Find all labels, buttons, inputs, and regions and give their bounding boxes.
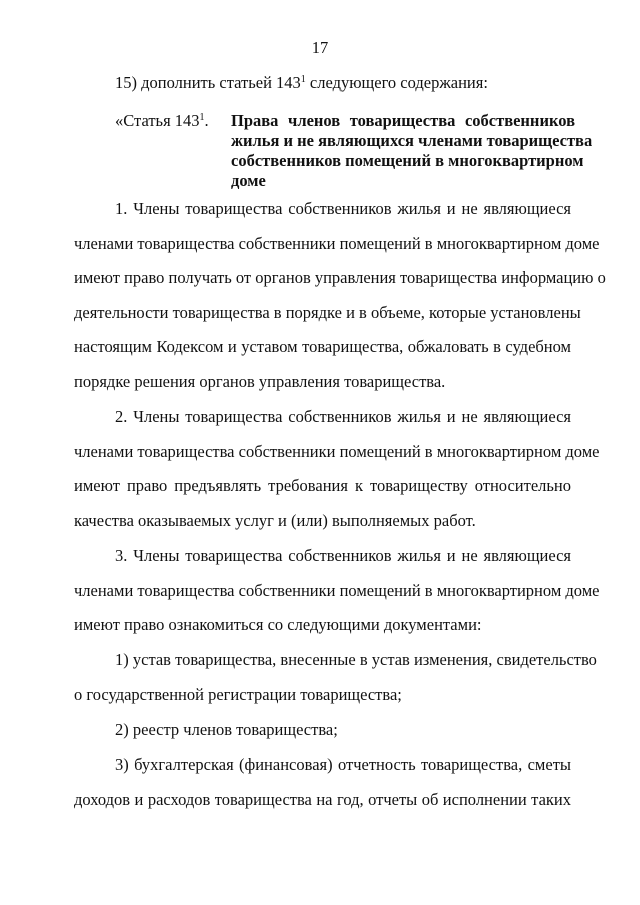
paragraph-line: имеют право предъявлять требования к товариществу относительно [74,476,571,496]
article-label [115,111,209,131]
article-title-line: собственников помещений в многоквартирном [231,151,584,170]
article-title-line: Права членов товарищества собственников [231,111,575,130]
amendment-intro [115,73,488,93]
paragraph-line: о государственной регистрации товарищества; [74,684,402,704]
article-title-line: жилья и не являющихся членами товарищества [231,131,593,150]
paragraph-line: 2. Члены товарищества собственников жилья и не являющиеся [115,407,571,426]
intro-superscript: 1 [300,74,306,85]
article-title [231,111,593,191]
paragraph-line: порядке решения органов управления товарищества. [74,371,446,391]
paragraph-line: членами товарищества собственники помещений в многоквартирном доме [74,580,600,600]
article-label-after: . [204,111,209,130]
paragraph-line: имеют право получать от органов управления товарищества информацию о [74,268,606,288]
list-item-1 [74,643,597,712]
article-label-before: «Статья 143 [115,111,200,130]
paragraph-line: членами товарищества собственники помещений в многоквартирном доме [74,441,600,461]
paragraph-line: доходов и расходов товарищества на год, отчеты об исполнении таких [74,789,571,809]
list-item-2 [74,713,571,748]
intro-text-after: следующего содержания: [305,73,488,92]
paragraph-line: имеют право ознакомиться со следующими документами: [74,615,482,635]
paragraph-line: членами товарищества собственники помещений в многоквартирном доме [74,233,600,253]
paragraph-line: 1) устав товарищества, внесенные в устав изменения, свидетельство [115,650,597,669]
paragraph-2 [74,400,600,538]
paragraph-line: деятельности товарищества в порядке и в объеме, которые установлены [74,302,581,322]
intro-text-before: 15) дополнить статьей 143 [115,73,301,92]
paragraph-line: качества оказываемых услуг и (или) выполняемых работ. [74,510,476,530]
paragraph-line: 3. Члены товарищества собственников жилья и не являющиеся [115,546,571,565]
article-title-line: доме [231,171,266,190]
article-label-superscript: 1 [199,112,205,123]
list-item-3 [74,748,571,817]
paragraph-line: настоящим Кодексом и уставом товарищества, обжаловать в судебном [74,337,571,357]
paragraph-line: 1. Члены товарищества собственников жилья и не являющиеся [115,199,571,218]
paragraph-line: 2) реестр членов товарищества; [115,720,338,739]
page-number: 17 [311,38,329,57]
paragraph-1 [74,192,606,400]
paragraph-3 [74,539,600,643]
paragraph-line: 3) бухгалтерская (финансовая) отчетность товарищества, сметы [115,755,571,774]
